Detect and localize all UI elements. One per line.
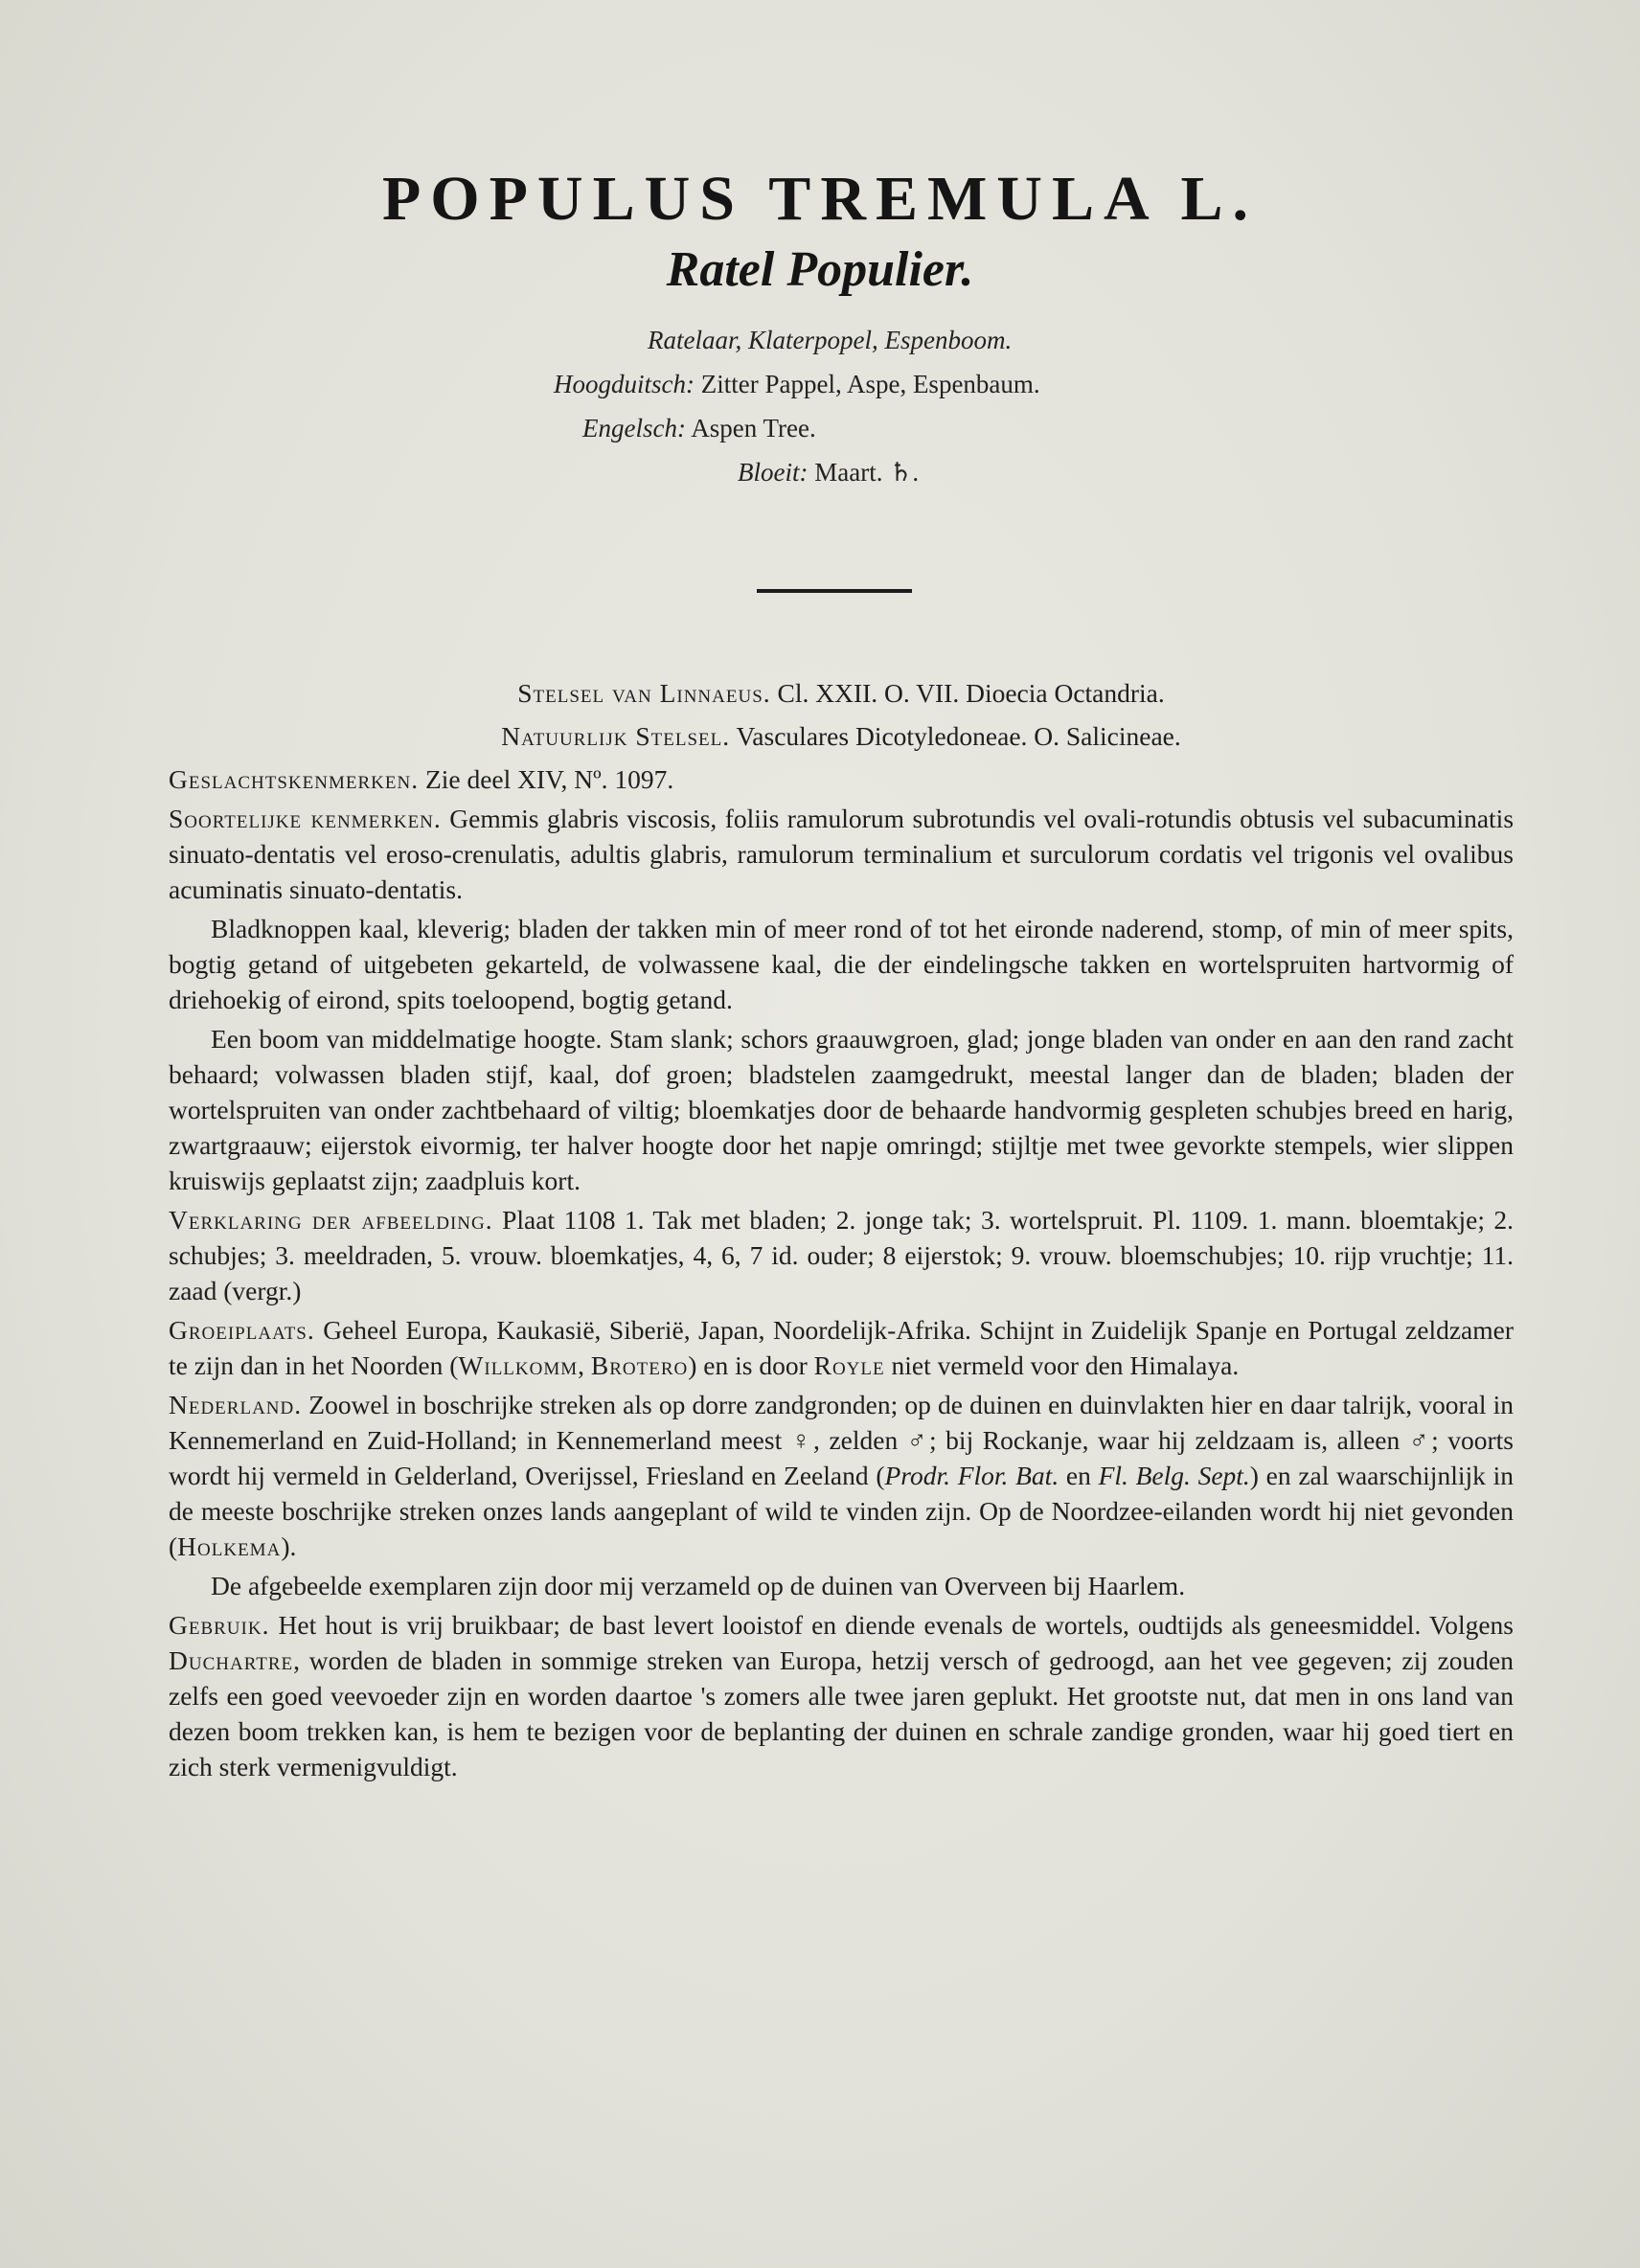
- english-label: Engelsch:: [582, 414, 686, 442]
- page-title: POPULUS TREMULA L.: [381, 164, 1259, 234]
- description-body: [169, 675, 1514, 1788]
- english-value: Aspen Tree.: [691, 414, 816, 442]
- flowering-value: Maart. ♄.: [814, 458, 920, 487]
- leaf-buds-paragraph: Bladknoppen kaal, kleverig; bladen der takken min of meer rond of tot het eironde naderend, stomp, of min of meer spits, bogtig getand of uitgebeten gekarteld, de volwassene kaal, die der eindelingsche takken en wortelspruiten hartvormig of driehoekig of eirond, spits toeloopend, bogtig getand.: [169, 914, 1514, 1014]
- german-label: Hoogduitsch:: [554, 370, 695, 398]
- specimens-note: De afgebeelde exemplaren zijn door mij verzameld op de duinen van Overveen bij Haarlem.: [211, 1571, 1186, 1600]
- german-value: Zitter Pappel, Aspe, Espenbaum.: [700, 370, 1040, 398]
- german-names: [554, 370, 1040, 399]
- names-line: [648, 326, 1012, 355]
- linnaeus-system: Stelsel van Linnaeus. Cl. XXII. O. VII. Dioecia Octandria.: [517, 678, 1165, 708]
- plate-explanation: Verklaring der afbeelding. Plaat 1108 1. Tak met bladen; 2. jonge tak; 3. wortelspruit. Pl. 1109. 1. mann. bloemtakje; 2. schubjes; 3. meeldraden, 5. vrouw. bloemkatjes, 4, 6, 7 id. ouder; 8 eijerstok; 9. vrouw. bloemschubjes; 10. rijp vruchtje; 11. zaad (vergr.): [169, 1205, 1515, 1305]
- species-characters: Soortelijke kenmerken. Gemmis glabris viscosis, foliis ramulorum subrotundis vel ovali-rotundis obtusis vel subacuminatis sinuato-dentatis vel eroso-crenulatis, adultis glabris, ramulorum terminalium et surculorum cordatis vel trigonis vel ovalibus acuminatis sinuato-dentatis.: [169, 804, 1515, 904]
- english-names: [582, 414, 816, 443]
- habitat: Groeiplaats. Geheel Europa, Kaukasië, Siberië, Japan, Noordelijk-Afrika. Schijnt in Zuidelijk Spanje en Portugal zeldzamer te zijn dan in het Noorden (Willkomm, Brotero) en is door Royle niet vermeld voor den Himalaya.: [169, 1315, 1515, 1380]
- uses: Gebruik. Het hout is vrij bruikbaar; de bast levert looistof en diende evenals de wortels, oudtijds als geneesmiddel. Volgens Duchartre, worden de bladen in sommige streken van Europa, hetzij versch of gedroogd, aan het vee gegeven; zij zouden zelfs een goed veevoeder zijn en worden daartoe 's zomers alle twee jaren geplukt. Het grootste nut, dat men in ons land van dezen boom trekken kan, is hem te bezigen voor de beplanting der duinen en schrale zandige gronden, waar hij goed tiert en zich sterk vermenigvuldigt.: [169, 1610, 1515, 1781]
- netherlands: Nederland. Zoowel in boschrijke streken als op dorre zandgronden; op de duinen en duinvlakten hier en daar talrijk, vooral in Kennemerland en Zuid-Holland; in Kennemerland meest ♀, zelden ♂; bij Rockanje, waar hij zeldzaam is, alleen ♂; voorts wordt hij vermeld in Gelderland, Overijssel, Friesland en Zeeland (Prodr. Flor. Bat. en Fl. Belg. Sept.) en zal waarschijnlijk in de meeste boschrijke streken onzes lands aangeplant of wild te vinden zijn. Op de Noordzee-eilanden wordt hij niet gevonden (Holkema).: [169, 1390, 1514, 1561]
- tree-paragraph: Een boom van middelmatige hoogte. Stam slank; schors graauwgroen, glad; jonge bladen van onder en aan den rand zacht behaard; volwassen bladen stijf, kaal, dof groen; bladstelen zaamgedrukt, meestal langer dan de bladen; bladen der wortelspruiten van onder zachtbehaard of viltig; bloemkatjes door de behaarde handvormig gespleten schubjes breed en harig, zwartgraauw; eijerstok eivormig, ter halver hoogte door het napje omringd; stijltje met twee gevorkte stempels, wier slippen kruiswijs geplaatst zijn; zaadpluis kort.: [169, 1024, 1514, 1195]
- flowering-label: Bloeit:: [738, 458, 809, 487]
- header: [0, 163, 1640, 298]
- dutch-names: Ratelaar, Klaterpopel, Espenboom.: [648, 326, 1013, 354]
- page-subtitle: Ratel Populier.: [666, 242, 974, 297]
- genus-characters: Geslachtskenmerken. Zie deel XIV, Nº. 1097.: [169, 764, 674, 794]
- divider-rule: [757, 589, 912, 593]
- natural-system: Natuurlijk Stelsel. Vasculares Dicotyledoneae. O. Salicineae.: [501, 721, 1181, 751]
- flowering: [738, 458, 919, 488]
